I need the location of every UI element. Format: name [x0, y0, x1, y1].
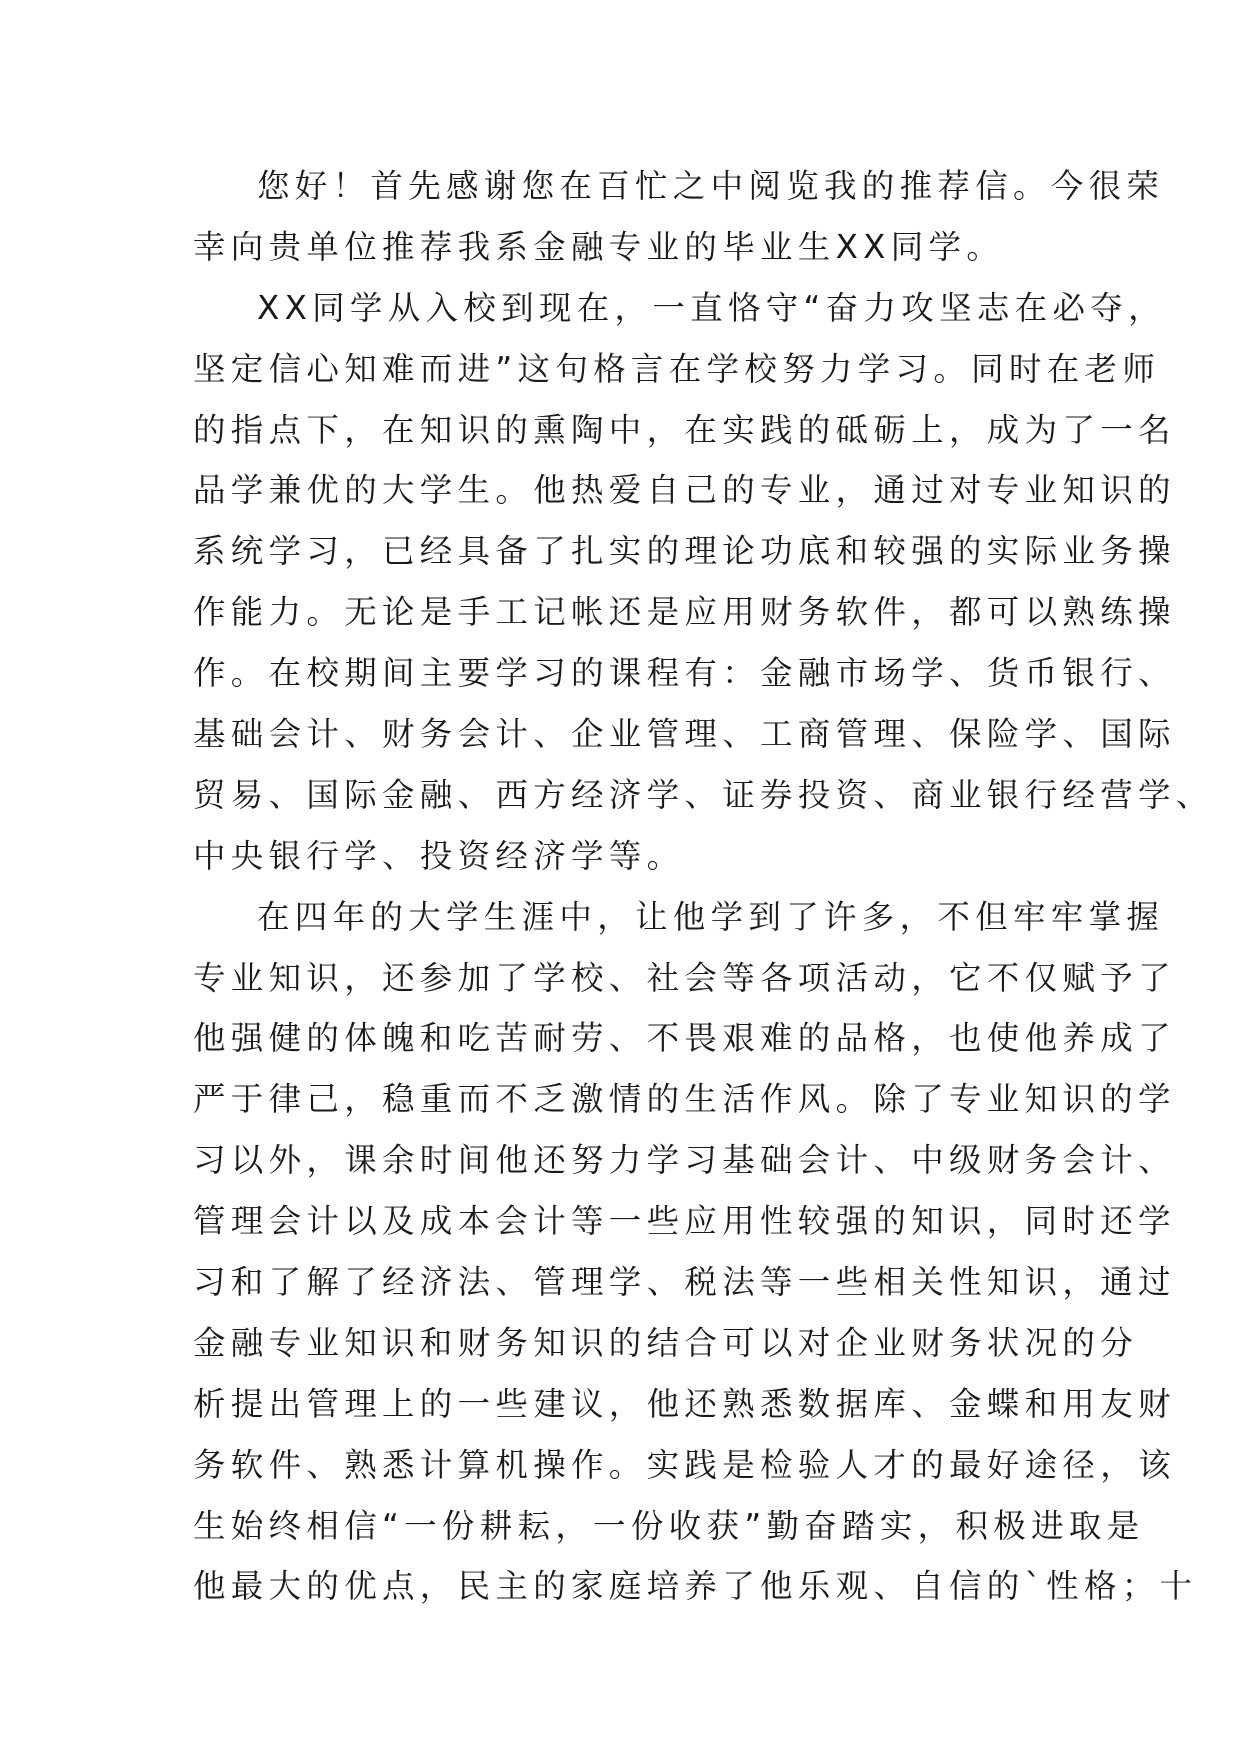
text-line: 品学兼优的大学生。他热爱自己的专业，通过对专业知识的 [193, 471, 1176, 510]
paragraph-university-life [193, 887, 1198, 1618]
paragraph-study [193, 278, 1214, 887]
text-line: 坚定信心知难而进”这句格言在学校努力学习。同时在老师 [193, 349, 1161, 388]
text-line: 在四年的大学生涯中，让他学到了许多，不但牢牢掌握 [257, 897, 1165, 936]
text-line: 系统学习，已经具备了扎实的理论功底和较强的实际业务操 [193, 532, 1176, 571]
text-line: 他最大的优点，民主的家庭培养了他乐观、自信的`性格；十 [193, 1567, 1198, 1606]
text-line: 管理会计以及成本会计等一些应用性较强的知识，同时还学 [193, 1202, 1176, 1241]
text-line: 严于律己，稳重而不乏激情的生活作风。除了专业知识的学 [193, 1080, 1176, 1119]
text-line: 他强健的体魄和吃苦耐劳、不畏艰难的品格，也使他养成了 [193, 1019, 1176, 1058]
text-line: 生始终相信“一份耕耘，一份收获”勤奋踏实，积极进取是 [193, 1506, 1145, 1545]
text-line: 的指点下，在知识的熏陶中，在实践的砥砺上，成为了一名 [193, 410, 1176, 449]
text-line: 析提出管理上的一些建议，他还熟悉数据库、金蝶和用友财 [193, 1384, 1176, 1423]
text-line: 习以外，课余时间他还努力学习基础会计、中级财务会计、 [193, 1141, 1176, 1180]
text-line: 作。在校期间主要学习的课程有：金融市场学、货币银行、 [193, 654, 1176, 693]
text-line: 基础会计、财务会计、企业管理、工商管理、保险学、国际 [193, 715, 1176, 754]
text-line: 习和了解了经济法、管理学、税法等一些相关性知识，通过 [193, 1263, 1176, 1302]
text-line: 务软件、熟悉计算机操作。实践是检验人才的最好途径，该 [193, 1445, 1176, 1484]
letter-body [193, 156, 1214, 1617]
text-line: 您好！首先感谢您在百忙之中阅览我的推荐信。今很荣 [257, 167, 1165, 205]
paragraph-greeting [193, 156, 1165, 278]
text-line: 幸向贵单位推荐我系金融专业的毕业生XX同学。 [193, 227, 1005, 266]
text-line: XX同学从入校到现在，一直恪守“奋力攻坚志在必夺， [257, 288, 1166, 327]
text-line: 贸易、国际金融、西方经济学、证券投资、商业银行经营学、 [193, 775, 1214, 814]
text-line: 专业知识，还参加了学校、社会等各项活动，它不仅赋予了 [193, 958, 1176, 997]
text-line: 作能力。无论是手工记帐还是应用财务软件，都可以熟练操 [193, 593, 1176, 632]
text-line: 中央银行学、投资经济学等。 [193, 836, 685, 875]
text-line: 金融专业知识和财务知识的结合可以对企业财务状况的分 [193, 1323, 1139, 1362]
